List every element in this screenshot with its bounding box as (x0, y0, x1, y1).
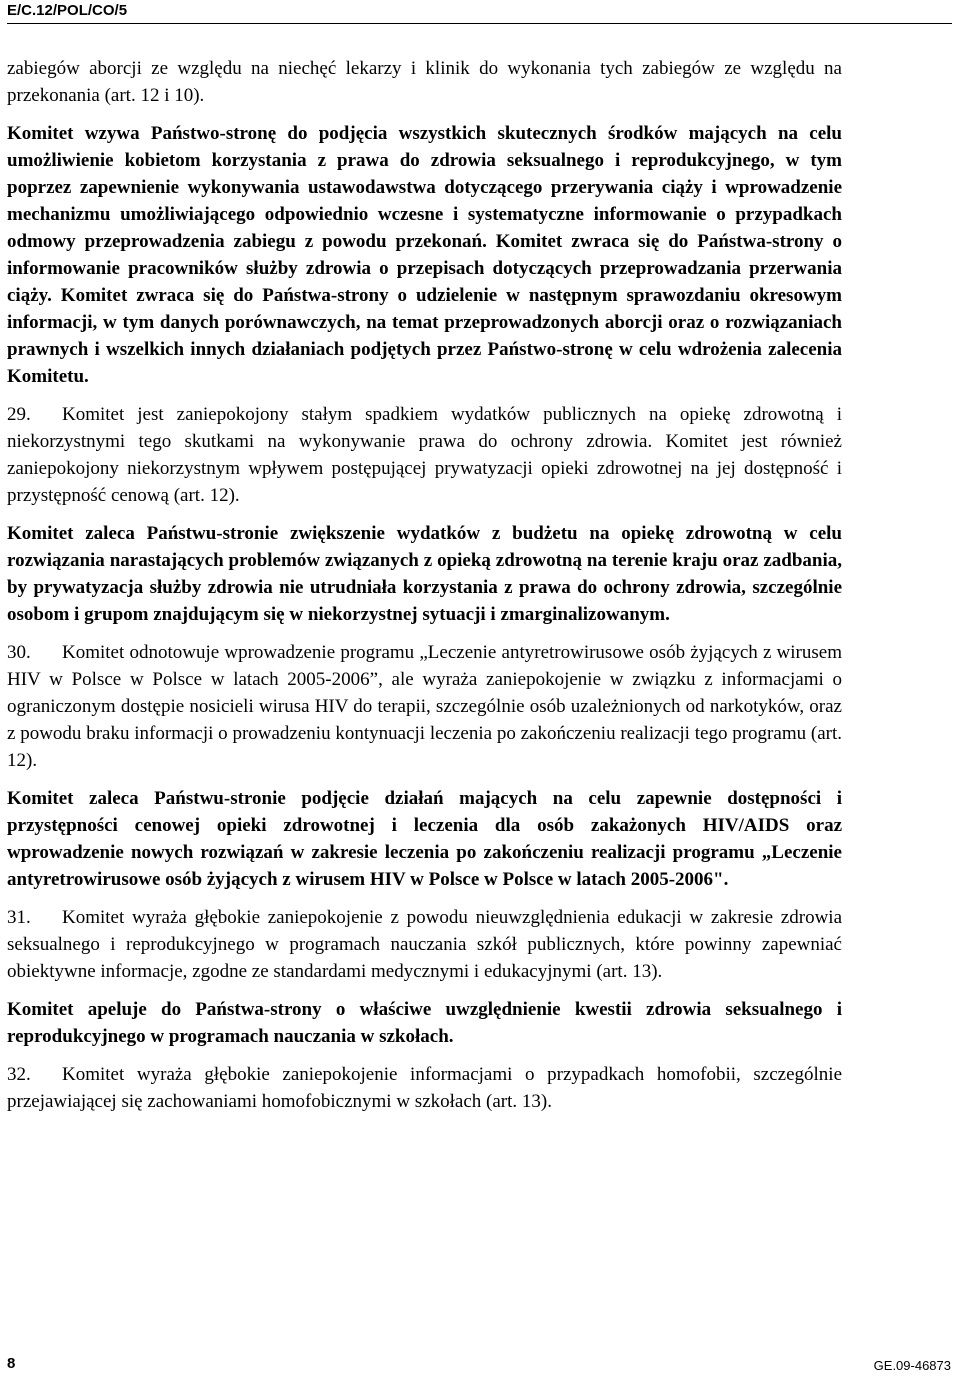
paragraph-text: Komitet odnotowuje wprowadzenie programu „Leczenie antyretrowirusowe osób żyjących z wirusem HIV w Polsce w Polsce w latach 2005-2006”, ale wyraża zaniepokojenie w związku z informacjami o ograniczonym dostępie nosicieli wirusa HIV do terapii, szczególnie osób uzależnionych od narkotyków, oraz z powodu braku informacji o prowadzeniu kontynuacji leczenia po zakończeniu realizacji tego programu (art. 12). (7, 642, 842, 771)
paragraph-text: Komitet apeluje do Państwa-strony o właściwe uwzględnienie kwestii zdrowia seksualnego i reprodukcyjnego w programach nauczania w szkołach. (7, 999, 842, 1047)
paragraph-text: Komitet zaleca Państwu-stronie zwiększenie wydatków z budżetu na opiekę zdrowotną w celu rozwiązania narastających problemów związanych z opieką zdrowotną na terenie kraju oraz zadbania, by prywatyzacja służby zdrowia nie utrudniała korzystania z prawa do ochrony zdrowia, szczególnie osobom i grupom znajdującym się w niekorzystnej sytuacji i zmarginalizowanym. (7, 523, 842, 625)
numbered-paragraph-31 (7, 904, 842, 985)
document-body (7, 55, 842, 1126)
paragraph-text: Komitet wzywa Państwo-stronę do podjęcia wszystkich skutecznych środków mających na celu umożliwienie kobietom korzystania z prawa do zdrowia seksualnego i reprodukcyjnego, w tym poprzez zapewnienie wykonywania ustawodawstwa dotyczącego przerywania ciąży i wprowadzenie mechanizmu umożliwiającego odpowiednio wczesne i systematyczne informowanie o przypadkach odmowy przeprowadzenia zabiegu z powodu przekonań. Komitet zwraca się do Państwa-strony o informowanie pracowników służby zdrowia o przepisach dotyczących przeprowadzania przerwania ciąży. Komitet zwraca się do Państwa-strony o udzielenie w następnym sprawozdaniu okresowym informacji, w tym danych porównawczych, na temat przeprowadzonych aborcji oraz o rozwiązaniach prawnych i wszelkich innych działaniach podjętych przez Państwo-stronę w celu wdrożenia zalecenia Komitetu. (7, 123, 842, 387)
paragraph-text: Komitet zaleca Państwu-stronie podjęcie działań mających na celu zapewnie dostępności i przystępności cenowej opieki zdrowotnej i leczenia dla osób zakażonych HIV/AIDS oraz wprowadzenie nowych rozwiązań w zakresie leczenia po zakończeniu realizacji programu „Leczenie antyretrowirusowe osób żyjących z wirusem HIV w Polsce w Polsce w latach 2005-2006". (7, 788, 842, 890)
paragraph-number: 30. (7, 642, 31, 663)
recommendation-paragraph (7, 120, 842, 390)
numbered-paragraph-30 (7, 639, 842, 774)
recommendation-paragraph (7, 520, 842, 628)
numbered-paragraph-29 (7, 401, 842, 509)
paragraph-text: Komitet wyraża głębokie zaniepokojenie z powodu nieuwzględnienia edukacji w zakresie zdrowia seksualnego i reprodukcyjnego w programach nauczania szkół publicznych, które powinny zapewniać obiektywne informacje, zgodne ze standardami medycznymi i edukacyjnymi (art. 13). (7, 907, 842, 982)
paragraph-number: 32. (7, 1064, 31, 1085)
document-job-code: GE.09-46873 (873, 1358, 951, 1373)
paragraph-text: Komitet wyraża głębokie zaniepokojenie informacjami o przypadkach homofobii, szczególnie przejawiającej się zachowaniami homofobicznymi w szkołach (art. 13). (7, 1064, 842, 1112)
numbered-paragraph-32 (7, 1061, 842, 1115)
document-symbol: E/C.12/POL/CO/5 (7, 2, 128, 19)
recommendation-paragraph (7, 785, 842, 893)
header-divider (7, 23, 952, 24)
paragraph-number: 29. (7, 404, 31, 425)
paragraph-continuation (7, 55, 842, 109)
paragraph-text: Komitet jest zaniepokojony stałym spadkiem wydatków publicznych na opiekę zdrowotną i niekorzystnymi tego skutkami na wykonywanie prawa do ochrony zdrowia. Komitet jest również zaniepokojony niekorzystnym wpływem postępującej prywatyzacji opieki zdrowotnej na jej dostępność i przystępność cenową (art. 12). (7, 404, 842, 506)
recommendation-paragraph (7, 996, 842, 1050)
paragraph-text: zabiegów aborcji ze względu na niechęć lekarzy i klinik do wykonania tych zabiegów ze względu na przekonania (art. 12 i 10). (7, 58, 842, 106)
paragraph-number: 31. (7, 907, 31, 928)
page-number: 8 (7, 1355, 16, 1372)
